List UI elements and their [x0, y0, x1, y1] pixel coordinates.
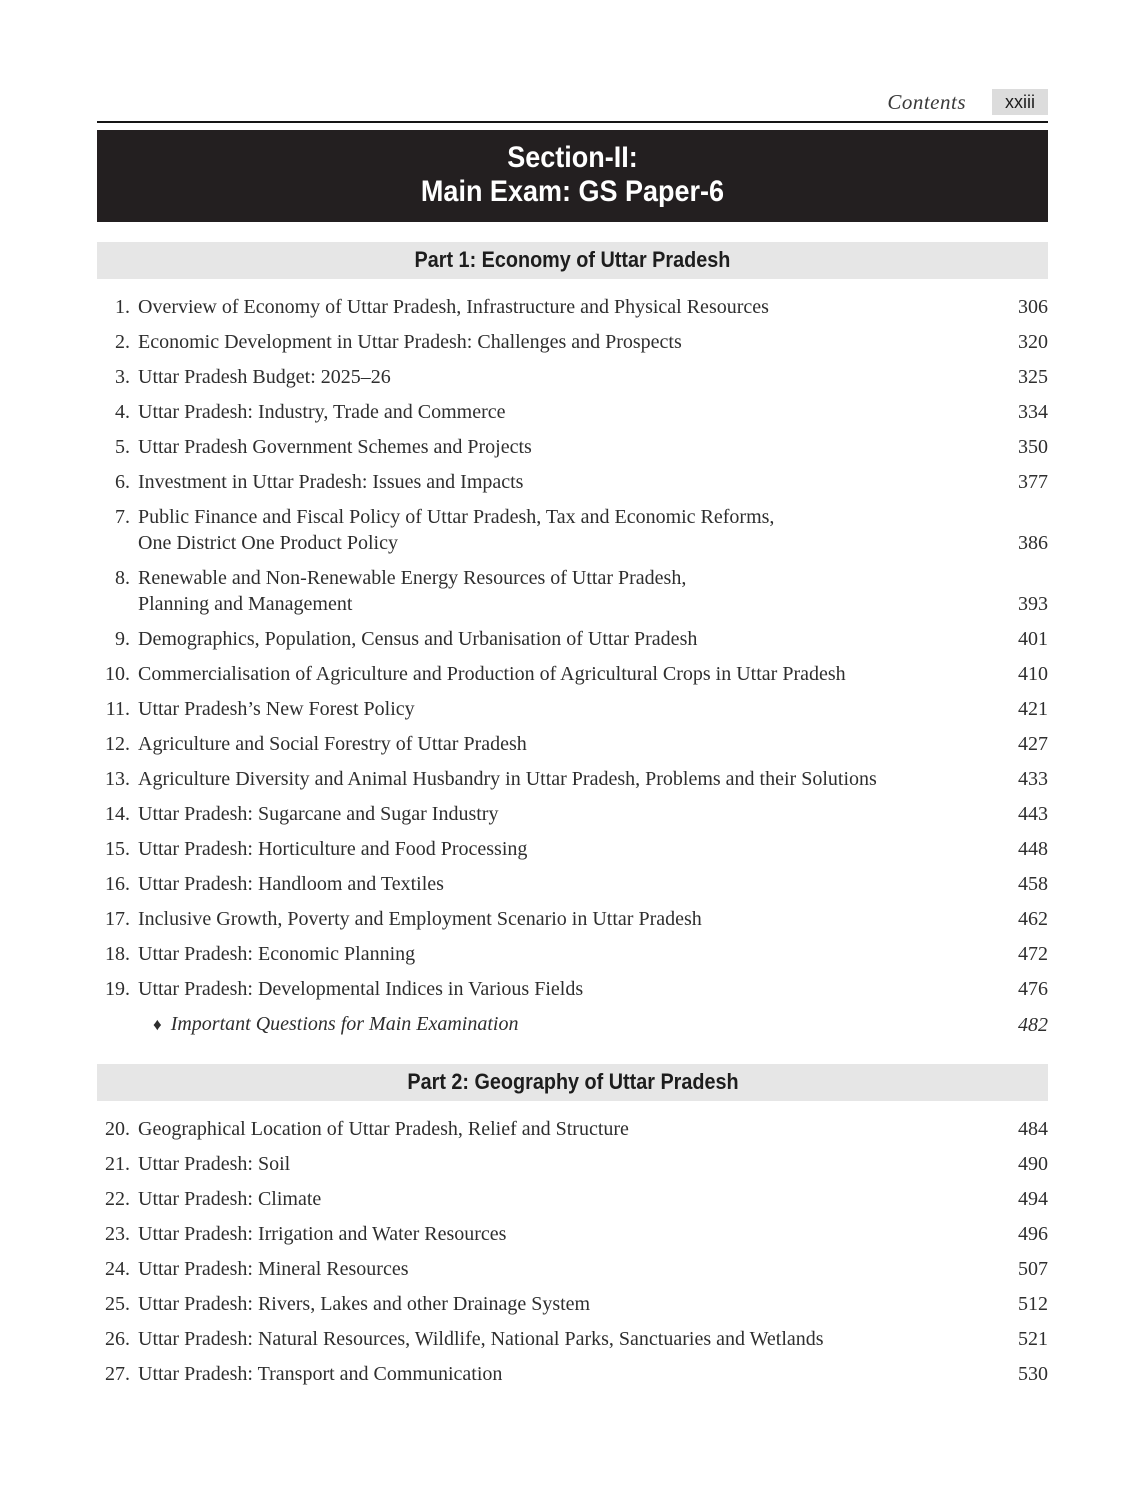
- entry-number: 5.: [115, 436, 130, 458]
- entry-number: 20.: [105, 1118, 130, 1140]
- entry-page-number: 443: [1018, 803, 1048, 825]
- entry-title-line1: Uttar Pradesh: Mineral Resources: [138, 1258, 409, 1280]
- entry-title-line2: Planning and Management: [138, 593, 353, 615]
- entry-title-line1: Inclusive Growth, Poverty and Employment Scenario in Uttar Pradesh: [138, 908, 702, 930]
- toc-entry: [97, 696, 1048, 722]
- entry-page-number: 472: [1018, 943, 1048, 965]
- toc-entry: [97, 1256, 1048, 1282]
- entry-title: [130, 976, 988, 1002]
- entry-title-line1: Important Questions for Main Examination: [170, 1013, 519, 1035]
- toc-entry: [97, 906, 1048, 932]
- entry-title-line1: Uttar Pradesh: Rivers, Lakes and other Drainage System: [138, 1293, 591, 1315]
- entry-number: 13.: [105, 768, 130, 790]
- entry-page-number: 401: [1018, 628, 1048, 650]
- entry-title: [130, 766, 988, 792]
- entry-title-line1: Uttar Pradesh: Transport and Communication: [138, 1363, 503, 1385]
- entry-number: 25.: [105, 1293, 130, 1315]
- entry-page-number: 530: [1018, 1363, 1048, 1385]
- entry-page-number: 334: [1018, 401, 1048, 423]
- entry-number: 17.: [105, 908, 130, 930]
- toc-entry: [97, 1011, 1048, 1038]
- entry-page-number: 320: [1018, 331, 1048, 353]
- entry-page-number: 476: [1018, 978, 1048, 1000]
- toc-entry: [97, 504, 1048, 556]
- entry-number: 24.: [105, 1258, 130, 1280]
- entry-number: 18.: [105, 943, 130, 965]
- toc-entry: [97, 469, 1048, 495]
- entry-title-line1: Commercialisation of Agriculture and Production of Agricultural Crops in Uttar Pradesh: [138, 663, 846, 685]
- entry-title: [130, 836, 988, 862]
- toc-entry: [97, 1151, 1048, 1177]
- entry-title-line1: Uttar Pradesh: Sugarcane and Sugar Industry: [138, 803, 499, 825]
- entry-number: 7.: [115, 506, 130, 528]
- entry-title-line1: Agriculture Diversity and Animal Husbandry in Uttar Pradesh, Problems and their Solutions: [138, 768, 877, 790]
- entry-number: 16.: [105, 873, 130, 895]
- toc-entry: [97, 294, 1048, 320]
- entry-page-number: 484: [1018, 1118, 1048, 1140]
- entry-page-number: 512: [1018, 1293, 1048, 1315]
- entry-page-number: 421: [1018, 698, 1048, 720]
- toc-entry: [97, 1221, 1048, 1247]
- entry-number: 12.: [105, 733, 130, 755]
- entry-title: [130, 906, 988, 932]
- toc-entry: [97, 766, 1048, 792]
- entry-number: 8.: [115, 567, 130, 589]
- entry-number: 21.: [105, 1153, 130, 1175]
- entry-page-number: 377: [1018, 471, 1048, 493]
- entry-title-line1: Renewable and Non-Renewable Energy Resources of Uttar Pradesh,: [138, 567, 687, 589]
- entry-title-line1: Uttar Pradesh: Developmental Indices in Various Fields: [138, 978, 584, 1000]
- entry-number: 1.: [115, 296, 130, 318]
- entry-page-number: 462: [1018, 908, 1048, 930]
- entry-title: [130, 801, 988, 827]
- entry-title: [130, 1151, 988, 1177]
- entry-title: [130, 1256, 988, 1282]
- entry-title-line1: Uttar Pradesh: Climate: [138, 1188, 322, 1210]
- entry-title-line1: Uttar Pradesh Budget: 2025–26: [138, 366, 391, 388]
- part-title: Part 2: Geography of Uttar Pradesh: [406, 1069, 739, 1094]
- page-number-box: [992, 89, 1048, 115]
- entry-page-number: 482: [1018, 1014, 1048, 1036]
- entry-page-number: 325: [1018, 366, 1048, 388]
- toc-entry: [97, 731, 1048, 757]
- entry-number: 19.: [105, 978, 130, 1000]
- toc-entry: [97, 871, 1048, 897]
- entry-title: [130, 941, 988, 967]
- entry-page-number: 410: [1018, 663, 1048, 685]
- entry-title-line1: Economic Development in Uttar Pradesh: Challenges and Prospects: [138, 331, 682, 353]
- entry-title-line1: Investment in Uttar Pradesh: Issues and Impacts: [138, 471, 524, 493]
- page-number: xxiii: [1005, 91, 1035, 112]
- entry-number: 23.: [105, 1223, 130, 1245]
- entry-number: 11.: [105, 698, 130, 720]
- entry-page-number: 427: [1018, 733, 1048, 755]
- entry-title-line1: Public Finance and Fiscal Policy of Uttar Pradesh, Tax and Economic Reforms,: [138, 506, 775, 528]
- entry-title: [130, 364, 988, 390]
- entry-title: [130, 731, 988, 757]
- entry-page-number: 350: [1018, 436, 1048, 458]
- toc-entry: [97, 1326, 1048, 1352]
- entry-title-line1: Uttar Pradesh: Handloom and Textiles: [138, 873, 444, 895]
- entry-number: 15.: [105, 838, 130, 860]
- entry-title: [130, 871, 988, 897]
- header-rule: [97, 121, 1048, 123]
- entry-title-line1: Uttar Pradesh: Natural Resources, Wildlife, National Parks, Sanctuaries and Wetlands: [138, 1328, 824, 1350]
- entry-number: 26.: [105, 1328, 130, 1350]
- running-header: [97, 86, 1048, 118]
- toc-entry: [97, 661, 1048, 687]
- toc-entry: [97, 399, 1048, 425]
- toc-entry: [97, 1291, 1048, 1317]
- entry-title-line1: Uttar Pradesh: Industry, Trade and Commerce: [138, 401, 506, 423]
- entry-page-number: 386: [1018, 532, 1048, 554]
- entry-page-number: 306: [1018, 296, 1048, 318]
- part-header: [97, 242, 1048, 279]
- entry-title: [130, 565, 988, 617]
- entry-page-number: 448: [1018, 838, 1048, 860]
- entry-title-line1: Uttar Pradesh: Soil: [138, 1153, 291, 1175]
- entry-page-number: 433: [1018, 768, 1048, 790]
- entry-title: [130, 1291, 988, 1317]
- entry-title-line1: Agriculture and Social Forestry of Uttar Pradesh: [138, 733, 527, 755]
- entry-page-number: 496: [1018, 1223, 1048, 1245]
- entry-title: [130, 469, 988, 495]
- entry-number: 14.: [105, 803, 130, 825]
- entry-page-number: 494: [1018, 1188, 1048, 1210]
- toc-entry: [97, 565, 1048, 617]
- toc-entry: [97, 1116, 1048, 1142]
- entry-title: [130, 1116, 988, 1142]
- entry-title-line1: Uttar Pradesh Government Schemes and Projects: [138, 436, 532, 458]
- entry-title-line1: Geographical Location of Uttar Pradesh, Relief and Structure: [138, 1118, 629, 1140]
- entry-number: 9.: [115, 628, 130, 650]
- page-content: [97, 86, 1048, 1396]
- section-banner-line1: Section-II:: [507, 141, 638, 174]
- toc-entry: [97, 1186, 1048, 1212]
- entry-title: [130, 434, 988, 460]
- entry-page-number: 393: [1018, 593, 1048, 615]
- toc-entry: [97, 836, 1048, 862]
- entry-title-line1: Uttar Pradesh: Irrigation and Water Resources: [138, 1223, 507, 1245]
- contents-label: Contents: [887, 89, 966, 114]
- toc-entry: [97, 976, 1048, 1002]
- entry-title: [130, 1221, 988, 1247]
- entry-title: [130, 626, 988, 652]
- entry-number: 4.: [115, 401, 130, 423]
- toc-entry: [97, 626, 1048, 652]
- part-header: [97, 1064, 1048, 1101]
- entry-page-number: 458: [1018, 873, 1048, 895]
- part-title: Part 1: Economy of Uttar Pradesh: [414, 247, 731, 272]
- entry-title-line1: Uttar Pradesh’s New Forest Policy: [138, 698, 415, 720]
- entry-number: 6.: [115, 471, 130, 493]
- section-banner: [97, 130, 1048, 222]
- entry-title: [130, 661, 988, 687]
- toc-entry: [97, 941, 1048, 967]
- toc-entry: [97, 364, 1048, 390]
- entry-number: 27.: [105, 1363, 130, 1385]
- entry-title-line2: One District One Product Policy: [138, 532, 398, 554]
- entry-number: 22.: [105, 1188, 130, 1210]
- entry-title: [130, 1011, 988, 1038]
- entry-title: [130, 329, 988, 355]
- entry-title-line1: Overview of Economy of Uttar Pradesh, Infrastructure and Physical Resources: [138, 296, 769, 318]
- entry-title-line1: Uttar Pradesh: Horticulture and Food Processing: [138, 838, 528, 860]
- entry-number: 3.: [115, 366, 130, 388]
- entry-title-line1: Uttar Pradesh: Economic Planning: [138, 943, 416, 965]
- toc-entry: [97, 801, 1048, 827]
- entry-title: [130, 294, 988, 320]
- entry-title: [130, 1361, 988, 1387]
- diamond-bullet-icon: ♦: [153, 1015, 162, 1034]
- entry-title: [130, 504, 988, 556]
- entry-number: 10.: [105, 663, 130, 685]
- toc-entry: [97, 1361, 1048, 1387]
- entry-title: [130, 399, 988, 425]
- entry-number: 2.: [115, 331, 130, 353]
- entry-title: [130, 1186, 988, 1212]
- entry-page-number: 507: [1018, 1258, 1048, 1280]
- entry-title: [130, 1326, 988, 1352]
- toc-entry: [97, 434, 1048, 460]
- section-banner-line2: Main Exam: GS Paper-6: [420, 175, 725, 208]
- entry-title: [130, 696, 988, 722]
- table-of-contents: [97, 242, 1048, 1387]
- entry-page-number: 521: [1018, 1328, 1048, 1350]
- entry-title-line1: Demographics, Population, Census and Urbanisation of Uttar Pradesh: [138, 628, 698, 650]
- entry-page-number: 490: [1018, 1153, 1048, 1175]
- toc-entry: [97, 329, 1048, 355]
